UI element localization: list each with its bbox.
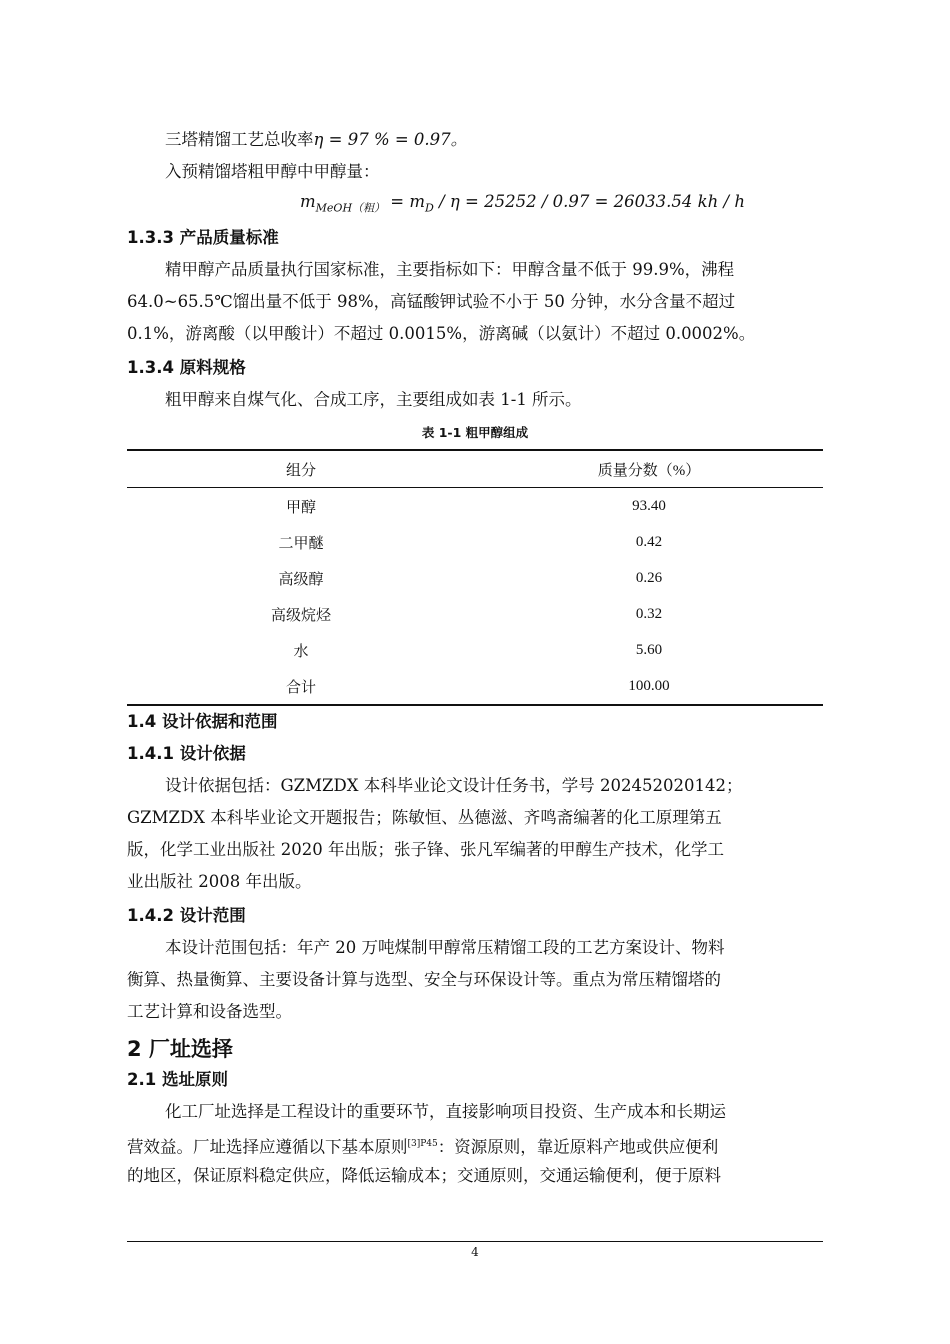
table-row	[127, 488, 823, 525]
cell-value: 0.32	[635, 605, 663, 622]
heading-2: 2 厂址选择	[127, 1037, 233, 1061]
cell-component: 高级烷烃	[270, 607, 331, 624]
table-header-row	[127, 450, 823, 488]
para-21-line1: 化工厂址选择是工程设计的重要环节，直接影响项目投资、生产成本和长期运	[165, 1102, 726, 1121]
heading-1-4: 1.4 设计依据和范围	[127, 712, 278, 731]
heading-1-4-2: 1.4.2 设计范围	[127, 906, 246, 925]
cell-component: 合计	[127, 668, 475, 705]
formula-lhs-var: m	[300, 192, 316, 211]
heading-1-4-1: 1.4.1 设计依据	[127, 744, 246, 763]
yield-formula: η = 97 % = 0.97。	[313, 130, 468, 149]
table-row-total	[127, 668, 823, 705]
para-142-line1: 本设计范围包括：年产 20 万吨煤制甲醇常压精馏工段的工艺方案设计、物料	[165, 938, 725, 957]
para-141-line4: 业出版社 2008 年出版。	[127, 872, 312, 891]
cell-component: 水	[293, 643, 309, 660]
cell-component: 二甲醚	[278, 535, 324, 552]
cell-value: 93.40	[632, 497, 666, 514]
methanol-formula	[300, 190, 745, 220]
header-mass-fraction: 质量分数（%）	[475, 450, 823, 488]
cell-value: 100.00	[475, 668, 823, 705]
formula-rest: / η = 25252 / 0.97 = 26033.54 kh / h	[433, 192, 745, 211]
table-row	[127, 632, 823, 668]
yield-line	[165, 128, 823, 152]
yield-text: 三塔精馏工艺总收率	[165, 130, 314, 149]
para-21-line2-a: 营效益。厂址选择应遵循以下基本原则	[127, 1137, 408, 1157]
para-133-line2: 64.0~65.5℃馏出量不低于 98%，高锰酸钾试验不小于 50 分钟，水分含量不超过	[127, 292, 736, 311]
formula-rhs: = m	[390, 192, 426, 211]
heading-2-1: 2.1 选址原则	[127, 1070, 228, 1089]
para-141-line3: 版，化学工业出版社 2020 年出版；张子锋、张凡军编著的甲醇生产技术，化学工	[127, 840, 724, 859]
para-141-line1: 设计依据包括：GZMZDX 本科毕业论文设计任务书，学号 202452020142；	[165, 776, 743, 795]
para-21-line2	[127, 1132, 823, 1160]
composition-table	[127, 449, 823, 706]
cell-component: 甲醇	[285, 499, 316, 516]
table-caption: 表 1-1 粗甲醇组成	[421, 425, 529, 440]
para-142-line3: 工艺计算和设备选型。	[127, 1002, 292, 1021]
page-number: 4	[471, 1245, 479, 1259]
para-141-line2: GZMZDX 本科毕业论文开题报告；陈敏恒、丛德滋、齐鸣斋编著的化工原理第五	[127, 808, 722, 827]
heading-1-3-4: 1.3.4 原料规格	[127, 358, 246, 377]
table-row	[127, 596, 823, 632]
footer-divider	[127, 1241, 823, 1242]
para-21-line2-b: ：资源原则，靠近原料产地或供应便利	[437, 1137, 719, 1157]
para-133-line1: 精甲醇产品质量执行国家标准，主要指标如下：甲醇含量不低于 99.9%，沸程	[165, 260, 735, 279]
cell-value: 0.42	[635, 533, 663, 550]
cell-value: 0.26	[635, 569, 663, 586]
feed-line: 入预精馏塔粗甲醇中甲醇量：	[165, 162, 380, 181]
table-row	[127, 560, 823, 596]
header-component: 组分	[127, 450, 475, 488]
heading-1-3-3: 1.3.3 产品质量标准	[127, 228, 279, 247]
table-row	[127, 524, 823, 560]
para-21-line3: 的地区，保证原料稳定供应，降低运输成本；交通原则，交通运输便利，便于原料	[127, 1166, 721, 1185]
para-142-line2: 衡算、热量衡算、主要设备计算与选型、安全与环保设计等。重点为常压精馏塔的	[127, 970, 721, 989]
cell-value: 5.60	[635, 641, 663, 658]
para-134-line1: 粗甲醇来自煤气化、合成工序，主要组成如表 1-1 所示。	[165, 390, 582, 409]
formula-lhs-sub: MeOH（粗）	[315, 201, 386, 215]
citation-ref: [3]P45	[407, 1139, 438, 1149]
cell-component: 高级醇	[278, 571, 324, 588]
formula-rhs-sub: D	[425, 201, 434, 215]
para-133-line3: 0.1%，游离酸（以甲酸计）不超过 0.0015%，游离碱（以氨计）不超过 0.0002%。	[127, 324, 756, 343]
